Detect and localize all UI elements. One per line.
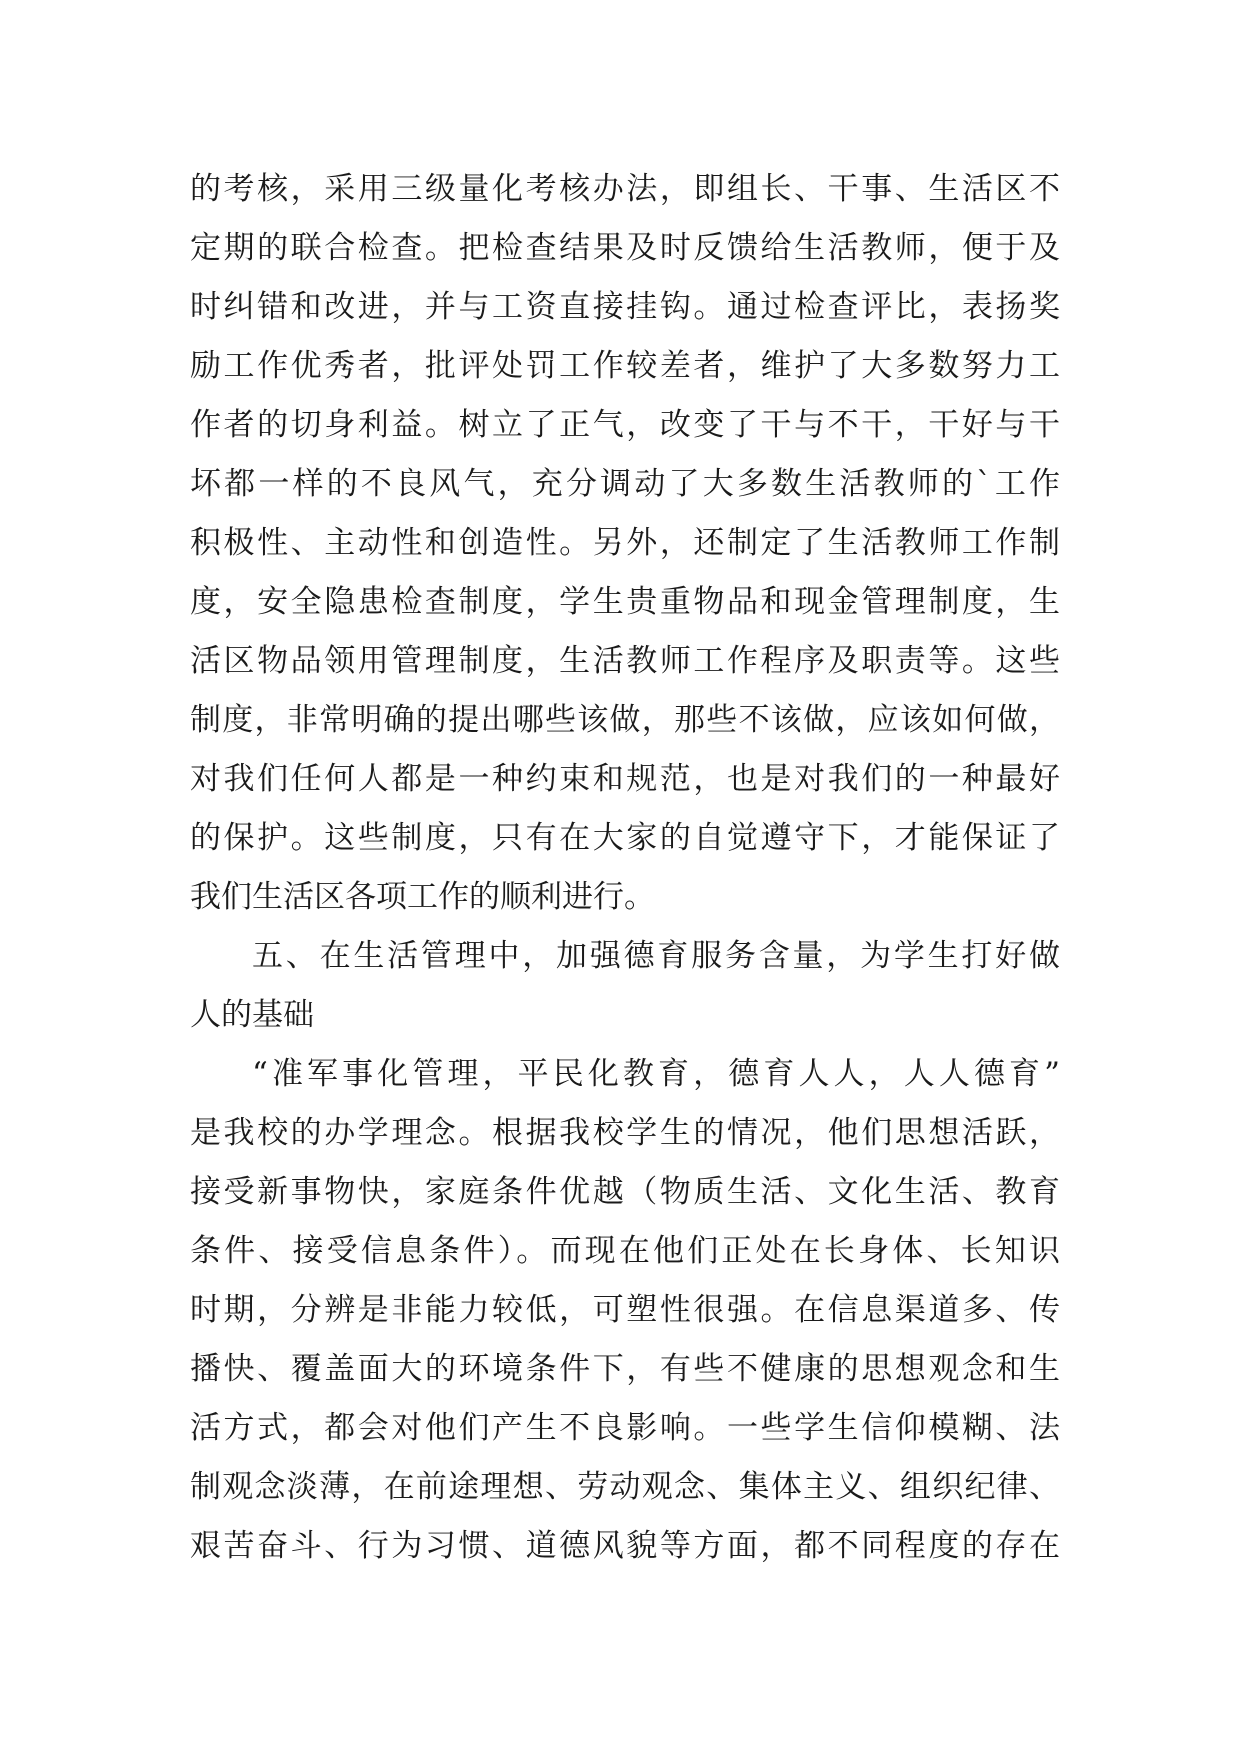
text-line: 条件、接受信息条件）。而现在他们正处在长身体、长知识: [190, 1233, 1060, 1269]
body-text: [190, 160, 1060, 1576]
text-line: 的保护。这些制度，只有在大家的自觉遵守下，才能保证了: [190, 820, 1060, 856]
text-line: 对我们任何人都是一种约束和规范，也是对我们的一种最好: [190, 761, 1060, 797]
text-line: “准军事化管理，平民化教育，德育人人，人人德育”: [252, 1056, 1060, 1092]
text-line: 时纠错和改进，并与工资直接挂钩。通过检查评比，表扬奖: [190, 289, 1060, 325]
text-line: 制度，非常明确的提出哪些该做，那些不该做，应该如何做，: [190, 702, 1060, 738]
text-line: 播快、覆盖面大的环境条件下，有些不健康的思想观念和生: [190, 1351, 1060, 1387]
text-line: 度，安全隐患检查制度，学生贵重物品和现金管理制度，生: [190, 584, 1060, 620]
text-line: 接受新事物快，家庭条件优越（物质生活、文化生活、教育: [190, 1174, 1060, 1210]
text-line: 艰苦奋斗、行为习惯、道德风貌等方面，都不同程度的存在: [190, 1528, 1060, 1564]
text-line: 是我校的办学理念。根据我校学生的情况，他们思想活跃，: [190, 1115, 1060, 1151]
section-heading-line: 五、在生活管理中，加强德育服务含量，为学生打好做: [252, 938, 1060, 974]
text-line: 活区物品领用管理制度，生活教师工作程序及职责等。这些: [190, 643, 1060, 679]
section-heading-line: 人的基础: [190, 997, 314, 1033]
text-line: 作者的切身利益。树立了正气，改变了干与不干，干好与干: [190, 407, 1060, 443]
text-line: 坏都一样的不良风气，充分调动了大多数生活教师的`工作: [190, 466, 1060, 502]
text-line: 的考核，采用三级量化考核办法，即组长、干事、生活区不: [190, 171, 1060, 207]
text-line: 活方式，都会对他们产生不良影响。一些学生信仰模糊、法: [190, 1410, 1060, 1446]
text-line: 制观念淡薄，在前途理想、劳动观念、集体主义、组织纪律、: [190, 1469, 1060, 1505]
text-line: 励工作优秀者，批评处罚工作较差者，维护了大多数努力工: [190, 348, 1060, 384]
text-line: 积极性、主动性和创造性。另外，还制定了生活教师工作制: [190, 525, 1060, 561]
text-line: 我们生活区各项工作的顺利进行。: [190, 879, 655, 915]
text-line: 定期的联合检查。把检查结果及时反馈给生活教师，便于及: [190, 230, 1060, 266]
text-line: 时期，分辨是非能力较低，可塑性很强。在信息渠道多、传: [190, 1292, 1060, 1328]
